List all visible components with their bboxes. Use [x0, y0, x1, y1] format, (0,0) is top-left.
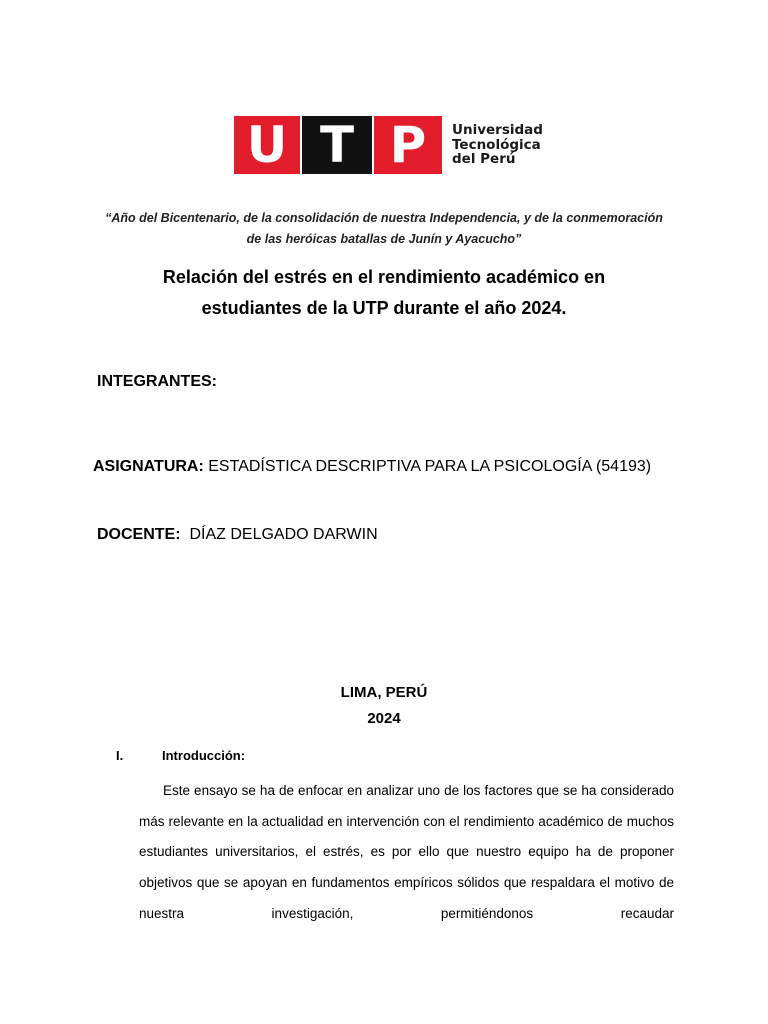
logo-text-line: Universidad — [452, 122, 543, 139]
section-number: I. — [116, 748, 124, 763]
title-line: estudiantes de la UTP durante el año 2024. — [201, 298, 567, 318]
asignatura-label: ASIGNATURA: — [93, 458, 204, 475]
utp-logo-mark — [234, 116, 442, 174]
logo-letter-t: T — [302, 116, 372, 174]
section-title: Introducción: — [162, 748, 246, 763]
logo-letter-p: P — [374, 116, 442, 174]
logo-text-line: del Perú — [452, 151, 516, 168]
docente-line — [97, 524, 378, 546]
document-title — [90, 262, 678, 324]
logo-text-line: Tecnológica — [452, 136, 541, 153]
motto-line: de las heróicas batallas de Junín y Ayacucho” — [246, 232, 522, 246]
docente-label: DOCENTE: — [97, 526, 181, 543]
docente-value: DÍAZ DELGADO DARWIN — [180, 526, 378, 543]
logo-letter-u: U — [234, 116, 300, 174]
motto — [80, 208, 688, 250]
asignatura-value: ESTADÍSTICA DESCRIPTIVA PARA LA PSICOLOGÍA (54193) — [203, 458, 652, 475]
utp-logo — [234, 116, 543, 174]
logo-wordmark — [452, 123, 543, 167]
motto-line: “Año del Bicentenario, de la consolidación de nuestra Independencia, y de la conmemoración — [105, 211, 663, 225]
place-and-year — [234, 680, 534, 732]
year: 2024 — [367, 710, 401, 727]
title-line: Relación del estrés en el rendimiento académico en — [162, 267, 606, 287]
asignatura-line — [93, 454, 693, 479]
section-heading — [116, 748, 245, 763]
intro-paragraph: Este ensayo se ha de enfocar en analizar uno de los factores que se ha considerado más relevante en la actualidad en intervención con el rendimiento académico de muchos estudiantes universitarios, el estrés, es por ello que nuestro equipo ha de proponer objetivos que se apoyan en fundamentos empíricos sólidos que respaldara el motivo de nuestra investigación, permitiéndonos recaudar — [139, 783, 674, 921]
integrantes-label: INTEGRANTES: — [97, 373, 217, 390]
city: LIMA, PERÚ — [340, 684, 428, 701]
